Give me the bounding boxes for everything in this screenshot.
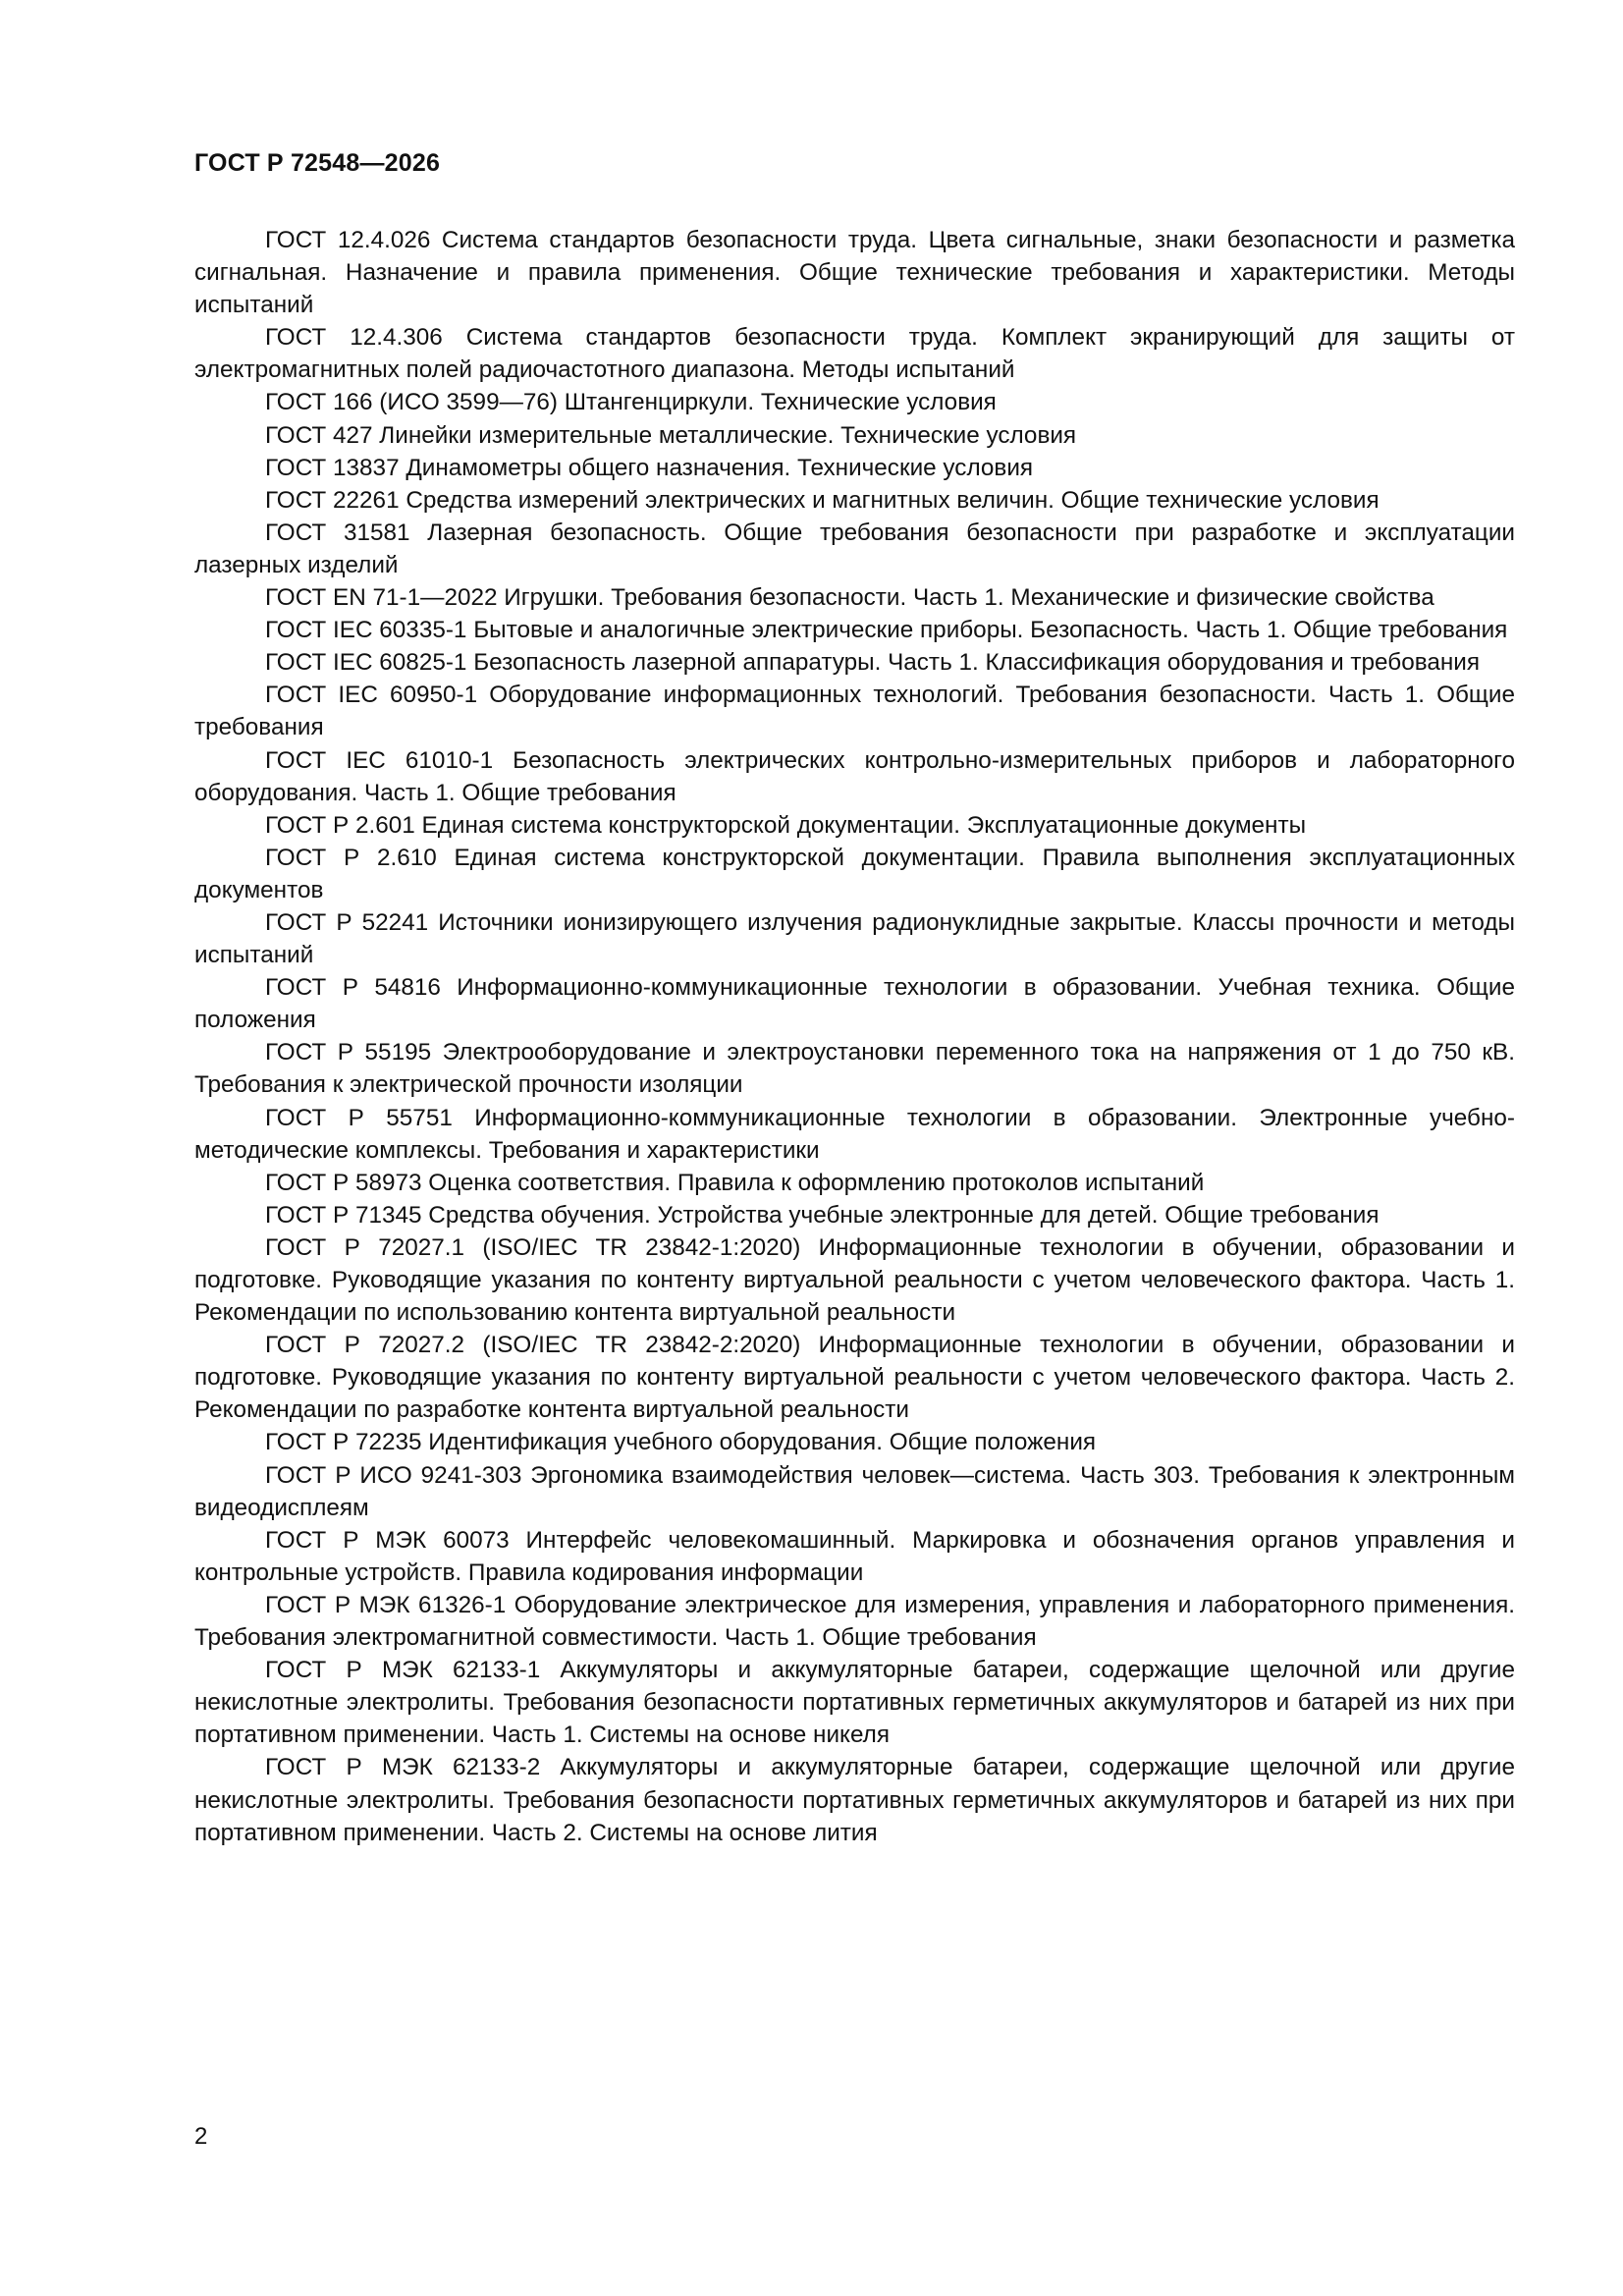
reference-item: ГОСТ Р МЭК 62133-1 Аккумуляторы и аккумуляторные батареи, содержащие щелочной или другие некислотные электролиты. Требования безопасности портативных герметичных аккумуляторов и батарей из них при портативном применении. Часть 1. Системы на основе никеля	[194, 1657, 1515, 1749]
reference-item: ГОСТ EN 71-1—2022 Игрушки. Требования безопасности. Часть 1. Механические и физические свойства	[265, 584, 1434, 612]
reference-item: ГОСТ 31581 Лазерная безопасность. Общие требования безопасности при разработке и эксплуатации лазерных изделий	[194, 519, 1515, 578]
normative-references-list	[194, 224, 1515, 1849]
reference-item: ГОСТ 13837 Динамометры общего назначения. Технические условия	[265, 454, 1034, 481]
reference-item: ГОСТ IEC 60825-1 Безопасность лазерной аппаратуры. Часть 1. Классификация оборудования и требования	[265, 649, 1481, 677]
reference-item: ГОСТ Р МЭК 60073 Интерфейс человекомашинный. Маркировка и обозначения органов управления и контрольные устройств. Правила кодирования информации	[194, 1526, 1515, 1586]
reference-item: ГОСТ IEC 60950-1 Оборудование информационных технологий. Требования безопасности. Часть 1. Общие требования	[194, 682, 1515, 741]
reference-item: ГОСТ 12.4.026 Система стандартов безопасности труда. Цвета сигнальные, знаки безопасности и разметка сигнальная. Назначение и правила применения. Общие технические требования и характеристики. Методы испытаний	[194, 227, 1515, 319]
page-number: 2	[194, 2123, 208, 2150]
reference-item: ГОСТ 12.4.306 Система стандартов безопасности труда. Комплект экранирующий для защиты от электромагнитных полей радиочастотного диапазона. Методы испытаний	[194, 324, 1515, 384]
reference-item: ГОСТ Р 71345 Средства обучения. Устройства учебные электронные для детей. Общие требования	[265, 1201, 1380, 1229]
reference-item: ГОСТ Р 58973 Оценка соответствия. Правила к оформлению протоколов испытаний	[265, 1169, 1205, 1196]
reference-item: ГОСТ Р 55751 Информационно-коммуникационные технологии в образовании. Электронные учебно-методические комплексы. Требования и характеристики	[194, 1104, 1515, 1164]
document-header: ГОСТ Р 72548—2026	[194, 149, 441, 177]
reference-item: ГОСТ IEC 61010-1 Безопасность электрических контрольно-измерительных приборов и лабораторного оборудования. Часть 1. Общие требования	[194, 746, 1515, 806]
reference-item: ГОСТ IEC 60335-1 Бытовые и аналогичные электрические приборы. Безопасность. Часть 1. Общие требования	[265, 617, 1508, 644]
reference-item: ГОСТ Р 54816 Информационно-коммуникационные технологии в образовании. Учебная техника. Общие положения	[194, 974, 1515, 1034]
reference-item: ГОСТ Р 2.601 Единая система конструкторской документации. Эксплуатационные документы	[265, 811, 1307, 839]
reference-item: ГОСТ Р 72027.1 (ISO/IEC TR 23842-1:2020) Информационные технологии в обучении, образовании и подготовке. Руководящие указания по контенту виртуальной реальности с учетом человеческого фактора. Часть 1. Рекомендации по использованию контента виртуальной реальности	[194, 1233, 1515, 1327]
reference-item: ГОСТ Р 52241 Источники ионизирующего излучения радионуклидные закрытые. Классы прочности и методы испытаний	[194, 908, 1515, 969]
reference-item: ГОСТ Р МЭК 61326-1 Оборудование электрическое для измерения, управления и лабораторного применения. Требования электромагнитной совместимости. Часть 1. Общие требования	[194, 1591, 1515, 1652]
reference-item: ГОСТ Р 55195 Электрооборудование и электроустановки переменного тока на напряжения от 1 до 750 кВ. Требования к электрической прочности изоляции	[194, 1039, 1515, 1099]
reference-item: ГОСТ Р 2.610 Единая система конструкторской документации. Правила выполнения эксплуатационных документов	[194, 844, 1515, 903]
reference-item: ГОСТ Р ИСО 9241-303 Эргономика взаимодействия человек—система. Часть 303. Требования к электронным видеодисплеям	[194, 1461, 1515, 1521]
reference-item: ГОСТ Р 72027.2 (ISO/IEC TR 23842-2:2020) Информационные технологии в обучении, образовании и подготовке. Руководящие указания по контенту виртуальной реальности с учетом человеческого фактора. Часть 2. Рекомендации по разработке контента виртуальной реальности	[194, 1332, 1515, 1424]
reference-item: ГОСТ Р МЭК 62133-2 Аккумуляторы и аккумуляторные батареи, содержащие щелочной или другие некислотные электролиты. Требования безопасности портативных герметичных аккумуляторов и батарей из них при портативном применении. Часть 2. Системы на основе лития	[194, 1754, 1515, 1846]
reference-item: ГОСТ 22261 Средства измерений электрических и магнитных величин. Общие технические условия	[265, 486, 1380, 514]
reference-item: ГОСТ 166 (ИСО 3599—76) Штангенциркули. Технические условия	[265, 389, 997, 416]
reference-item: ГОСТ Р 72235 Идентификация учебного оборудования. Общие положения	[265, 1429, 1097, 1456]
reference-item: ГОСТ 427 Линейки измерительные металлические. Технические условия	[265, 421, 1077, 449]
